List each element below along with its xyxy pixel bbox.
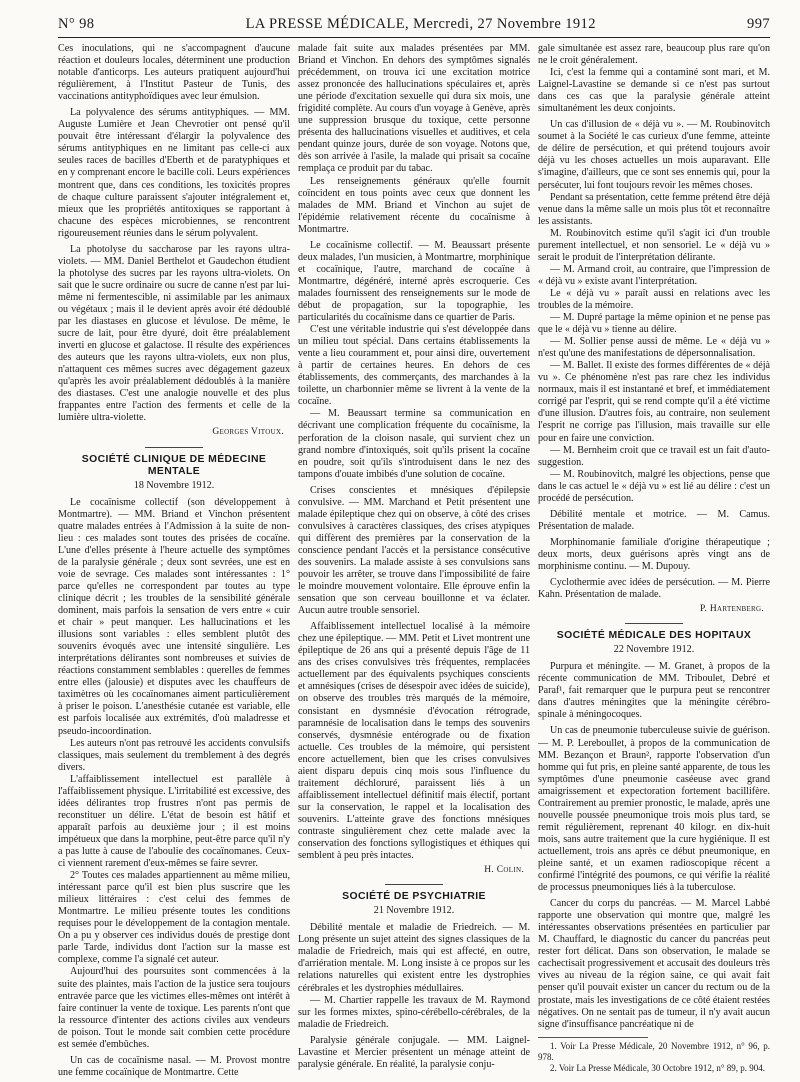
paragraph: malade fait suite aux malades présentées par MM. Briand et Vinchon. En dehors des symptômes signalés précédemment, on trouva ici une excitation motrice assez prononcée des hallucinations spéculaires et, après une période d'excitation sexuelle qui dura six mois, une frigidité complète. Au cours d'un voyage à Genève, après une suppression brusque du toxique, cette personne présenta des hallucinations visuelles et auditives, et cela pendant quinze jours, durée de son voyage. Notons que, dès son arrivée à l'asile, la malade qui prisait sa cocaïne remplaça ce produit par du tabac.	[298, 43, 530, 175]
footnote-rule	[538, 1037, 648, 1038]
paragraph: — M. Beaussart termine sa communication en décrivant une complication fréquente du cocaïnisme, la perforation de la cloison nasale, qui survient chez un grand nombre d'intoxiqués, soit qu'ils prisent la cocaïne en poudre, soit qu'ils s'introduisent dans le nez des tampons d'ouate imbibés d'une solution de cocaïne.	[298, 408, 530, 480]
society-date: 22 Novembre 1912.	[613, 644, 695, 656]
paragraph: Ici, c'est la femme qui a contaminé sont mari, et M. Laignel-Lavastine se demande si ce n'est pas surtout dans ces cas que la paralysie générale atteint simultanément les deux conjoints.	[538, 67, 770, 115]
paragraph: Débilité mentale et motrice. — M. Camus. Présentation de malade.	[538, 508, 770, 532]
issue-number: N° 98	[58, 16, 95, 32]
paragraph: Ces inoculations, qui ne s'accompagnent d'aucune réaction et douleurs locales, déterminent une production notable d'anticorps. Les auteurs pratiquent aujourd'hui régulièrement, à l'Institut Pasteur de Tunis, des vaccinations antityphoïdiques avec leur émulsion.	[58, 43, 290, 103]
paragraph: — M. Ballet. Il existe des formes différentes de « déjà vu ». Ce phénomène n'est pas rare chez les individus normaux, mais il est instantané et bref, et immédiatement corrigé par l'esprit, qui se rend compte qu'il a été victime d'une illusion. D'autres fois, au contraire, non seulement l'esprit ne corrige pas l'illusion, mais travaille sur elle pour en faire une conviction.	[538, 360, 770, 444]
signature: H. Colin.	[484, 865, 524, 876]
society-title: SOCIÉTÉ DE PSYCHIATRIE	[342, 891, 486, 903]
section-divider	[385, 884, 443, 885]
header-rule	[58, 37, 770, 38]
society-date: 18 Novembre 1912.	[133, 479, 215, 491]
footnote: 1. Voir La Presse Médicale, 20 Novembre 1912, n° 96, p. 978.	[538, 1040, 770, 1062]
journal-title: LA PRESSE MÉDICALE, Mercredi, 27 Novembre 1912	[245, 16, 596, 32]
section-divider	[145, 447, 203, 448]
paragraph: Les renseignements généraux qu'elle fournit coïncident en tous points avec ceux que donnent les malades de MM. Briand et Vinchon au sujet de l'épidémie relativement récente du cocaïnisme à Montmartre.	[298, 175, 530, 235]
paragraph: gale simultanée est assez rare, beaucoup plus rare qu'on ne le croit généralement.	[538, 43, 770, 67]
paragraph: Pendant sa présentation, cette femme prétend être déjà venue dans la même salle un mois plus tôt et reconnaître les assistants.	[538, 191, 770, 227]
paragraph: — M. Sollier pense aussi de même. Le « déjà vu » n'est qu'une des manifestations de dépersonnalisation.	[538, 336, 770, 360]
paragraph: Le cocaïnisme collectif. — M. Beaussart présente deux malades, l'un musicien, à Montmartre, morphinique et cocaïnique, l'autre, marchand de cocaïne à Montmartre, dégénéré, interné après escroquerie. Ces malades fournissent des renseignements sur le mode de début de propagation, sur la topographie, les particularités du cocaïnisme dans ce quartier de Paris.	[298, 239, 530, 324]
society-date: 21 Novembre 1912.	[373, 905, 455, 917]
paragraph: Le cocaïnisme collectif (son développement à Montmartre). — MM. Briand et Vinchon présentent quatre malades entrées à l'Admission à la suite de non-lieu : ces malades sont toutes des prisées de cocaïne. L'une d'elles présente à l'heure actuelle des symptômes de la paralysie générale ; deux sont sevrées, une est en voie de sevrage. Ces malades sont intéressantes : 1° parce qu'elles ne correspondent par toutes au type clinique décrit ; les troubles de la sensibilité générale dominent, mais parfois la sensation de vers entre « cuir et chair » peut manquer. Les hallucinations et les illusions sont variables : elles semblent plutôt des souvenirs évoqués avec une intensité singulière. Les interprétations délirantes sont nombreuses et suivies de réactions constamment semblables : querelles de femmes entre elles (jalousie) et disputes avec les chauffeurs de taximètres où les cocaïnomanes aiment particulièrement à priser le poison. L'anesthésie cutanée est variable, elle est parfois localisée aux extrémités, d'où maladresse et pseudo-incoordination.	[58, 496, 290, 737]
paragraph: — M. Armand croit, au contraire, que l'impression de « déjà vu » existe avant l'interprétation.	[538, 263, 770, 287]
paragraph: — M. Bernheim croit que ce travail est un fait d'auto-suggestion.	[538, 444, 770, 468]
paragraph: Affaiblissement intellectuel localisé à la mémoire chez une épileptique. — MM. Petit et Livet montrent une épileptique de 26 ans qui a présenté depuis l'âge de 11 ans des crises convulsives très fréquentes, remplacées actuellement par des équivalents psychiques conscients et amnésiques (crises de désespoir avec idées de suicide), on observe des troubles très marqués de la mémoire, consistant en dysmnésie d'évocation rétrograde, paramnésie de localisation dans le temps des souvenirs conservés, dysmnésie entérograde ou de fixation actuelle. Ces troubles de la mémoire, qui persistent encore actuellement, bien que les crises convulsives aient disparu depuis cinq mois sous l'influence du traitement déchloruré, paraissent liés à un affaiblissement intellectuel définitif mais électif, portant sur la conservation, le rappel et la localisation des souvenirs. L'atteinte grave des fonctions mnésiques contraste singulièrement chez cette malade avec la conservation des fonctions syllogistiques et éthiques qui semblent à peu près intactes.	[298, 621, 530, 862]
paragraph: La photolyse du saccharose par les rayons ultra-violets. — MM. Daniel Berthelot et Gaudechon étudient la photolyse des sucres par les rayons ultra-violets. On sait que le sucre ordinaire ou sucre de canne n'est par lui-même ni fermentescible, ni assimilable par les animaux ou végétaux ; mais il le devient après avoir été dédoublé par les diastases en glucose et lévulose. De même, le sucre de lait, pour être dyuré, doit être préalablement inverti en glucose et galactose. Il résulte des expériences des auteurs que les rayons ultra-violets, eux non plus, n'attaquent ces mêmes sucres avec dégagement gazeux qu'après les avoir préalablement dédoublés à la manière des diastases. C'est une analogie nouvelle et des plus frappantes entre l'action des ferments et celle de la lumière ultra-violette.	[58, 243, 290, 424]
columns	[58, 43, 770, 1079]
society-title: SOCIÉTÉ MÉDICALE DES HOPITAUX	[556, 630, 752, 642]
column-1	[58, 43, 290, 1079]
paragraph: Un cas d'illusion de « déjà vu ». — M. Roubinovitch soumet à la Société le cas curieux d'une femme, atteinte de délire de persécution, et qui prétend toujours avoir déjà vu les choses actuelles un mois auparavant. Elle s'imagine, d'ailleurs, que ce sont ses ennemis qui, pour la persécuter, lui font toujours revoir les mêmes choses.	[538, 119, 770, 191]
page-header	[58, 16, 770, 33]
paragraph: — M. Roubinovitch, malgré les objections, pense que dans le cas actuel le « déjà vu » est lié au délire : c'est un procédé de persécution.	[538, 468, 770, 504]
society-title: SOCIÉTÉ CLINIQUE DE MÉDECINE MENTALE	[81, 453, 267, 477]
paragraph: Crises conscientes et mnésiques d'épilepsie convulsive. — MM. Marchand et Petit présentent une malade épileptique chez qui on observe, à côté des crises convulsives à caractères classiques, des crises atypiques qui diffèrent des premières par la conservation de la conscience pendant l'accès et la persistance consécutive des souvenirs. La malade assiste à ses convulsions sans pouvoir les arrêter, se trouve dans l'impossibilité de faire le moindre mouvement volontaire. Elle éprouve enfin la sensation que son cerveau bouillonne et va éclater. Aucun autre trouble sensoriel.	[298, 484, 530, 617]
footnote: 2. Voir La Presse Médicale, 30 Octobre 1912, n° 89, p. 904.	[550, 1062, 765, 1073]
paragraph: C'est une véritable industrie qui s'est développée dans un milieu tout spécial. Dans certains établissements la vente a lieu couramment et, pour ainsi dire, ouvertement à partir de certaines heures. En dehors de ces établissements, des commerçants, des marchandes à la toilette, un charbonnier même se livrent à la vente de la cocaïne.	[298, 324, 530, 408]
paragraph: — M. Dupré partage la même opinion et ne pense pas que le « déjà vu » tienne au délire.	[538, 312, 770, 336]
paragraph: La polyvalence des sérums antityphiques. — MM. Auguste Lumière et Jean Chevrotier ont pensé qu'il pouvait être intéressant d'élargir la polyvalence des sérums antityphiques en ne limitant pas celle-ci aux seules races de bacilles d'Eberth et de paratyphiques et en y comprenant encore le bacille coli. Leurs expériences montrent que, dans ces conditions, les toxicités propres de chaque culture paraissent s'ajouter intégralement et, mieux que les propriétés antitoxiques se rapportant à chacune des espèces microbiennes, se rencontrent rigoureusement réunies dans le sérum polyvalent.	[58, 107, 290, 239]
paragraph: Paralysie générale conjugale. — MM. Laignel-Lavastine et Mercier présentent un ménage atteint de paralysie générale. En réalité, la paralysie conju-	[298, 1034, 530, 1070]
paragraph: Débilité mentale et maladie de Friedreich. — M. Long présente un sujet atteint des signes classiques de la maladie de Friedreich, mais qui est affecté, en outre, d'arriération mentale. M. Long insiste à ce propos sur les relations naturelles qui existent entre les dystrophies cérébrales et les dystrophies médullaires.	[298, 922, 530, 994]
paragraph: Un cas de pneumonie tuberculeuse suivie de guérison. — M. P. Lereboullet, à propos de la communication de MM. Bezançon et Braun², rapporte l'observation d'un homme qui fut pris, en pleine santé apparente, de tous les symptômes d'une pneumonie caséeuse avec grand amaigrissement et expectoration fortement bacillifère. Contrairement au premier pronostic, le malade, après une nouvelle poussée pneumonique trois mois plus tard, se remit régulièrement, reprenant 40 kilogr. en dix-huit mois, sans autre traitement que la cure hygiénique. Il est actuellement, trois ans après ce début pneumonique, en pleine santé, et un examen radioscopique récent a confirmé l'intégrité des poumons, ce qui vérifie la réalité de processus pneumoniques liés à la tuberculose.	[538, 725, 770, 894]
paragraph: 2° Toutes ces malades appartiennent au même milieu, intéressant parce qu'il est bien plus suscrire que les milieux littéraires : c'est celui des femmes de Montmartre. Le milieu présente toutes les conditions requises pour le développement de la contagion mentale. On a pu y observer ces individus doués de prestige dont parle Tarde, individus dont l'action sur la masse est complexe, comme l'a signalé cet auteur.	[58, 870, 290, 966]
signature: P. Hartenberg.	[700, 604, 764, 615]
paragraph: — M. Chartier rappelle les travaux de M. Raymond sur les formes mixtes, spino-cérébello-cérébrales, de la maladie de Friedreich.	[298, 994, 530, 1030]
paragraph: Aujourd'hui des poursuites sont commencées à la suite des plaintes, mais l'action de la justice sera toujours entravée parce que les victimes elles-mêmes ont intérêt à faire continuer la vente de toxique. Les parents n'ont que la ressource d'intenter des actions civiles aux vendeurs de poison. Tout le monde sait combien cette procédure est semée d'embûches.	[58, 966, 290, 1050]
paragraph: Cyclothermie avec idées de persécution. — M. Pierre Kahn. Présentation de malade.	[538, 577, 770, 601]
paragraph: Purpura et méningite. — M. Granet, à propos de la récente communication de MM. Triboulet, Debré et Paraf¹, fait remarquer que le purpura peut se rencontrer dans d'autres méningites que la méningite cérébro-spinale à méningocoques.	[538, 661, 770, 721]
paragraph: Cancer du corps du pancréas. — M. Marcel Labbé rapporte une observation qui montre que, malgré les intéressantes observations présentées en particulier par M. Chauffard, le diagnostic du cancer du pancréas peut rester fort délicat. Dans son observation, le malade se cachectisait progressivement et accusait des douleurs très vives au niveau de la région saine, ce qui avait fait penser qu'il pouvait exister un cancer du rectum ou de la prostate, mais les investigations de ce côté étaient restées négatives. On ne sentait pas de tumeur, il n'y avait aucun signe d'insuffisance pancréatique ni de	[538, 898, 770, 1030]
paragraph: Les auteurs n'ont pas retrouvé les accidents convulsifs classiques, mais seulement du tremblement à des degrés divers.	[58, 737, 290, 773]
page-number: 997	[747, 16, 770, 32]
paragraph: Morphinomanie familiale d'origine thérapeutique ; deux morts, deux guérisons après vingt ans de morphinisme continu. — M. Dupouy.	[538, 536, 770, 572]
section-divider	[625, 623, 683, 624]
column-3	[538, 43, 770, 1074]
paragraph: L'affaiblissement intellectuel est parallèle à l'affaiblissement physique. L'irritabilité est excessive, des idées délirantes trop frustres n'ont pas permis de reconstituer un délire. L'état de besoin est hâtif et apparaît parfois au deuxième jour ; il est moins impétueux que dans la morphine, peut-être parce qu'il n'y a pas lutte à cause de l'aboulie des cocaïnomanes. Ceux-ci viennent rarement d'eux-mêmes se faire sevrer.	[58, 773, 290, 870]
paragraph: Le « déjà vu » paraît aussi en relations avec les troubles de la mémoire.	[538, 287, 770, 311]
paragraph: M. Roubinovitch estime qu'il s'agit ici d'un trouble purement intellectuel, et non sensoriel. Le « déjà vu » serait le produit de l'interprétation délirante.	[538, 227, 770, 263]
column-2	[298, 43, 530, 1071]
signature: Georges Vitoux.	[212, 427, 284, 438]
paragraph: Un cas de cocaïnisme nasal. — M. Provost montre une femme cocaïnique de Montmartre. Cette	[58, 1054, 290, 1078]
